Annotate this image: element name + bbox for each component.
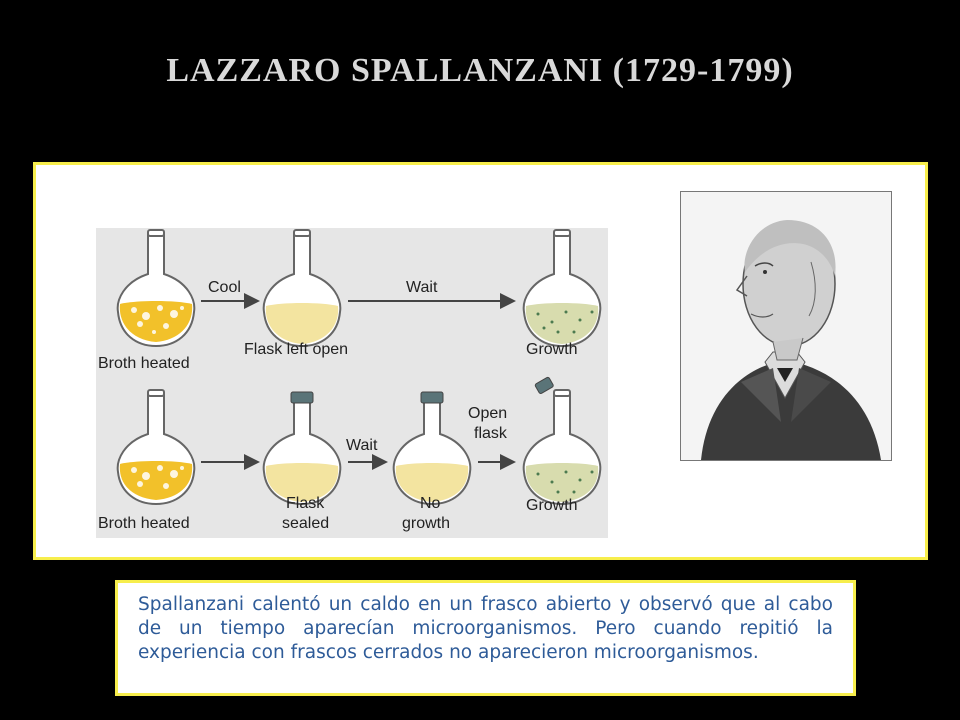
row2-flask-growth: [524, 390, 601, 504]
row2-flask-sealed: [264, 392, 341, 504]
row2-arrow3-label-line2: flask: [474, 425, 507, 442]
row1-arrow2-label: Wait: [406, 279, 438, 296]
slide-title: LAZZARO SPALLANZANI (1729-1799): [166, 52, 794, 89]
row2-step4-label: Growth: [526, 497, 578, 514]
row1-step1-label: Broth heated: [98, 355, 190, 372]
caption-text: Spallanzani calentó un caldo en un frasco abierto y observó que al cabo de un tiempo aparecían microorganismos. Pero cuando repitió la experiencia con frascos cerrados no aparecieron microorganismos.: [138, 594, 833, 663]
caption-box: [115, 580, 856, 696]
row2-arrow2-label: Wait: [346, 437, 378, 454]
row1-flask-heated: [118, 230, 195, 346]
row1-step3-label: Growth: [526, 341, 578, 358]
row2-flask-heated: [118, 390, 195, 504]
row2-step2-label-line2: sealed: [282, 515, 330, 532]
row2-step3-label-line1: No: [420, 495, 441, 512]
row1-flask-growth: [524, 230, 601, 346]
row2-step2-label-line1: Flask: [286, 495, 325, 512]
row2-step1-label: Broth heated: [98, 515, 190, 532]
experiment-diagram: [96, 228, 608, 538]
row1-flask-open: [264, 230, 341, 346]
removed-cap-icon: [535, 377, 554, 395]
main-panel: [33, 162, 928, 560]
row1-step2-label: Flask left open: [244, 341, 349, 358]
row2-step3-label-line2: growth: [402, 515, 451, 532]
row2-arrow3-label-line1: Open: [468, 405, 508, 422]
row1-arrow1-label: Cool: [208, 279, 241, 296]
row2-flask-no-growth: [394, 392, 471, 504]
spallanzani-portrait: [680, 191, 892, 461]
